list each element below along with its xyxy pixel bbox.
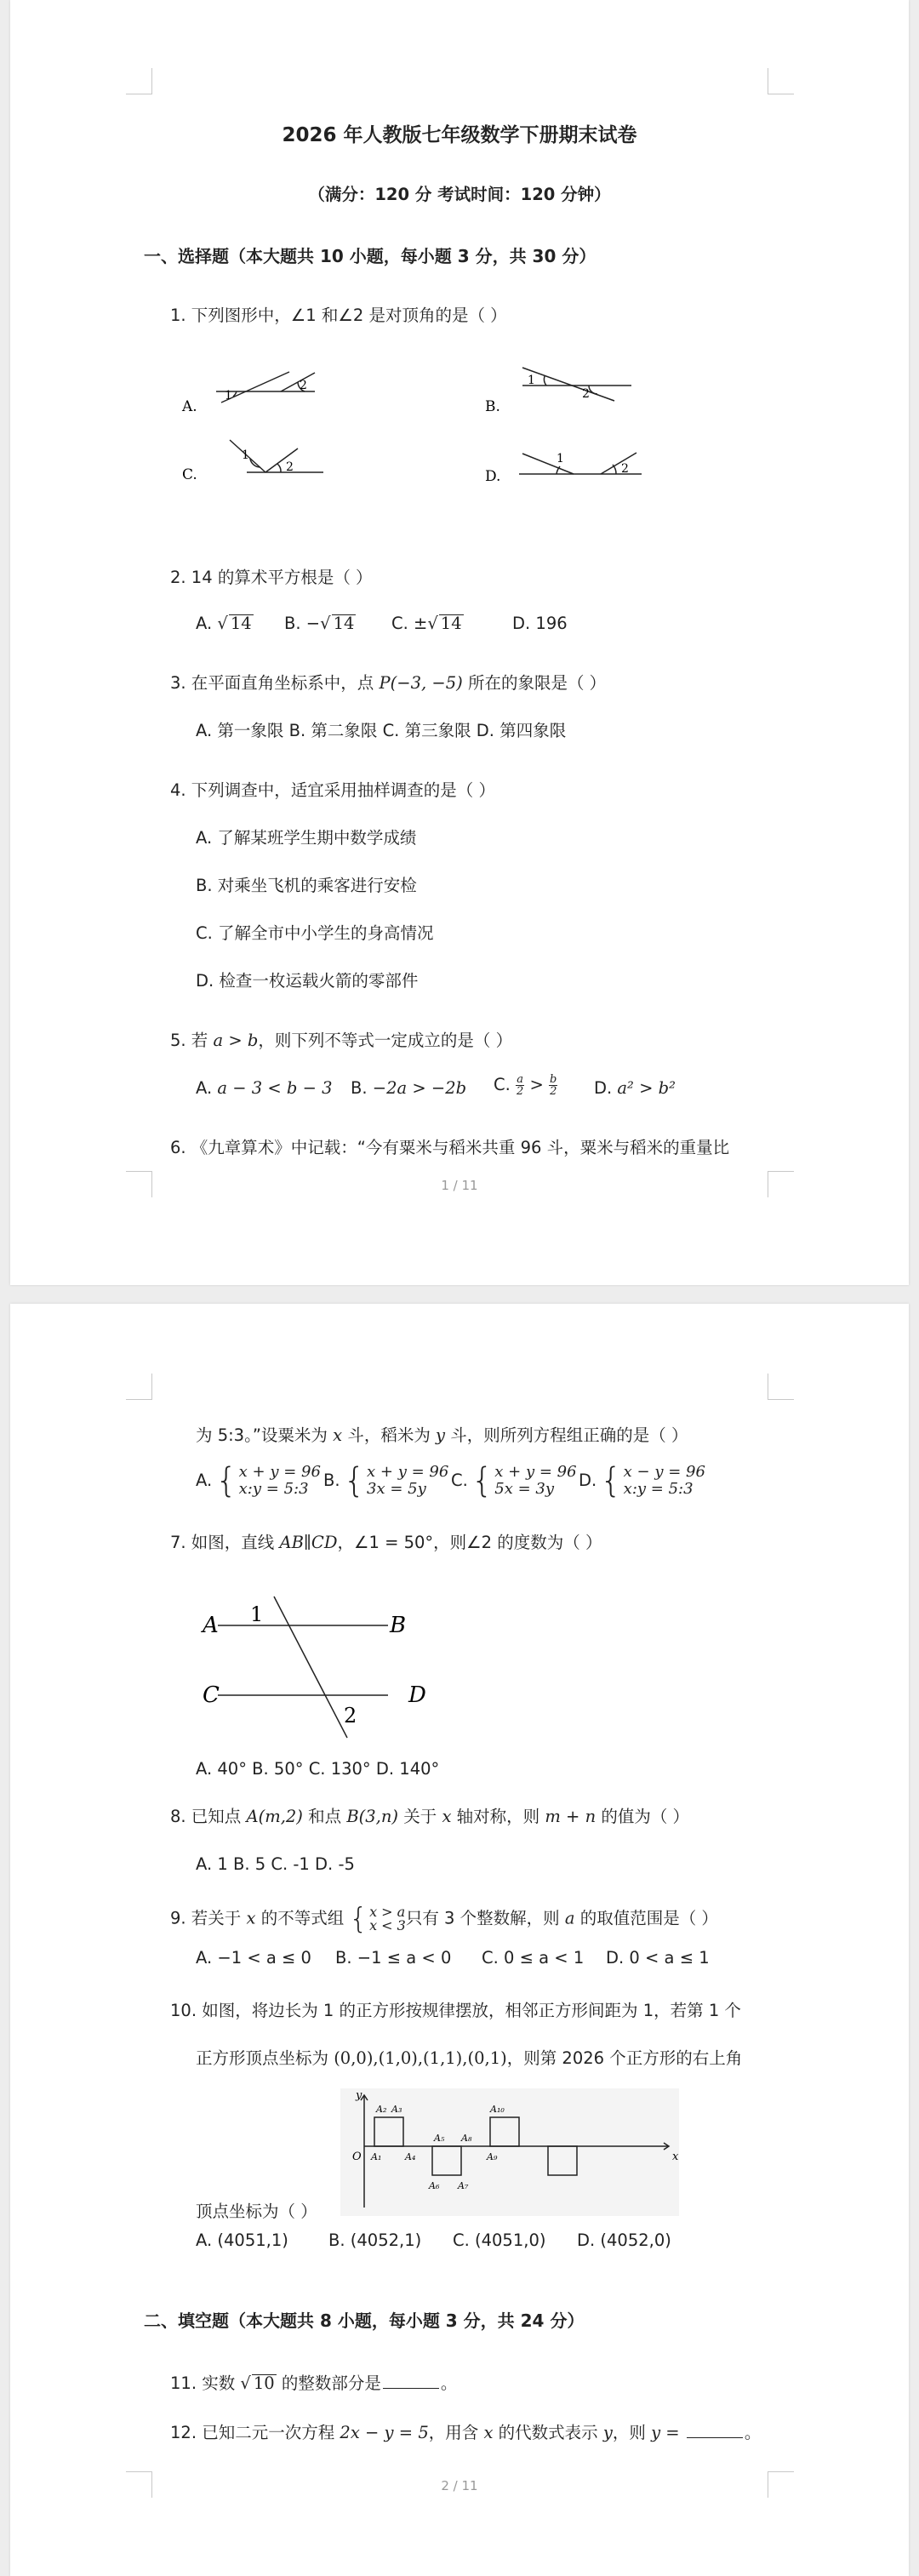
question-2-option-d: D. 196 (512, 614, 568, 633)
axis-label-x: x (672, 2150, 679, 2163)
point-label-a: A (203, 1613, 219, 1638)
question-6-option-d: D. { x − y = 96 x:y = 5:3 (579, 1461, 705, 1500)
question-6-option-a: A. { x + y = 96 x:y = 5:3 (196, 1461, 321, 1500)
question-2-option-a: A. √ 14 (196, 614, 252, 633)
question-6-stem-line-2: 为 5:3。”设粟米为 x 斗，稻米为 y 斗，则所列方程组正确的是（ ） (196, 1425, 688, 1445)
angle-label-2: 2 (582, 387, 590, 401)
angle-label-1: 1 (250, 1602, 264, 1626)
option-label-c: C. (182, 466, 197, 483)
point-label-c: C (203, 1682, 220, 1708)
exam-page-1 (10, 0, 909, 1285)
question-10-option-b: B. (4052,1) (328, 2230, 422, 2250)
angle-label-2: 2 (344, 1704, 357, 1728)
vertex-label: A₁ (371, 2151, 382, 2162)
question-9-option-a: A. −1 < a ≤ 0 (196, 1948, 311, 1968)
question-7-stem: 7. 如图，直线 AB∥CD，∠1 = 50°，则∠2 的度数为（ ） (170, 1533, 602, 1552)
angle-label-2: 2 (300, 379, 307, 392)
question-10-option-c: C. (4051,0) (453, 2230, 546, 2250)
question-8-options: A. 1 B. 5 C. -1 D. -5 (196, 1854, 355, 1874)
question-4-option-a: A. 了解某班学生期中数学成绩 (196, 828, 417, 848)
page-number-1: 1 / 11 (441, 1178, 478, 1193)
question-6-option-b: B. { x + y = 96 3x = 5y (323, 1461, 449, 1500)
question-10-figure (340, 2088, 679, 2216)
question-9-stem: 9. 若关于 x 的不等式组 { x > a x < 3 只有 3 个整数解，则 a 的取值范围是（ ） (170, 1902, 718, 1936)
question-8-stem: 8. 已知点 A(m,2) 和点 B(3,n) 关于 x 轴对称，则 m + n 的值为（ ） (170, 1807, 690, 1826)
crop-mark (126, 68, 152, 94)
figure-1b (522, 368, 631, 401)
vertex-label: A₅ (434, 2133, 445, 2144)
point-label-b: B (390, 1613, 407, 1638)
vertex-label: A₃ (391, 2104, 402, 2115)
question-1-figures (172, 353, 768, 498)
vertex-label: A₈ (461, 2133, 472, 2144)
angle-label-1: 1 (528, 374, 535, 387)
question-2-option-c: C. ±√ 14 (391, 614, 462, 633)
question-5-option-c: C. $\frac{a}{2}$ > $\frac{b}{2}$ (494, 1073, 557, 1098)
exam-page-2 (10, 1304, 909, 2576)
crop-mark (768, 1374, 794, 1400)
question-10-option-d: D. (4052,0) (577, 2230, 671, 2250)
question-4-option-b: B. 对乘坐飞机的乘客进行安检 (196, 876, 417, 895)
vertex-label: A₂ (376, 2104, 387, 2115)
question-4-option-d: D. 检查一枚运载火箭的零部件 (196, 971, 419, 991)
question-10-option-a: A. (4051,1) (196, 2230, 288, 2250)
question-12-stem: 12. 已知二元一次方程 2x − y = 5，用含 x 的代数式表示 y，则 y = 。 (170, 2423, 762, 2442)
crop-mark (768, 68, 794, 94)
section-title-choice: 一、选择题（本大题共 10 小题，每小题 3 分，共 30 分） (144, 246, 596, 266)
question-5-option-d: D. a² > b² (594, 1078, 676, 1098)
angle-label-1: 1 (242, 448, 249, 462)
question-5-option-a: A. a − 3 < b − 3 (196, 1078, 333, 1098)
question-6-option-c: C. { x + y = 96 5x = 3y (451, 1461, 577, 1500)
question-5-option-b: B. −2a > −2b (351, 1078, 467, 1098)
crop-mark (126, 1374, 152, 1400)
exam-subtitle: （满分：120 分 考试时间：120 分钟） (308, 185, 611, 204)
section-title-fill-in: 二、填空题（本大题共 8 小题，每小题 3 分，共 24 分） (144, 2310, 585, 2331)
page-number-2: 2 / 11 (441, 2478, 478, 2493)
question-9-option-d: D. 0 < a ≤ 1 (606, 1948, 710, 1968)
question-7-figure (196, 1574, 434, 1745)
point-label-d: D (408, 1682, 426, 1708)
vertex-label: A₄ (405, 2151, 416, 2162)
answer-blank[interactable] (687, 2422, 743, 2438)
question-3-stem: 3. 在平面直角坐标系中，点 P(−3, −5) 所在的象限是（ ） (170, 673, 607, 693)
question-9-option-b: B. −1 ≤ a < 0 (335, 1948, 452, 1968)
question-4-option-c: C. 了解全市中小学生的身高情况 (196, 923, 434, 943)
question-2-option-b: B. −√ 14 (284, 614, 355, 633)
question-4-stem: 4. 下列调查中，适宜采用抽样调查的是（ ） (170, 780, 496, 800)
question-3-options: A. 第一象限 B. 第二象限 C. 第三象限 D. 第四象限 (196, 721, 567, 740)
vertex-label: A₆ (429, 2180, 440, 2191)
angle-label-1: 1 (225, 389, 232, 403)
exam-title: 2026 年人教版七年级数学下册期末试卷 (282, 124, 637, 146)
axis-label-y: y (356, 2089, 362, 2102)
question-11-stem: 11. 实数 √ 10 的整数部分是 。 (170, 2373, 458, 2393)
vertex-label: A₉ (487, 2151, 498, 2162)
vertex-label: A₇ (458, 2180, 469, 2191)
vertex-label: A₁₀ (490, 2104, 505, 2115)
option-label-d: D. (485, 468, 501, 485)
option-label-b: B. (485, 398, 500, 415)
question-10-stem-line-2: 正方形顶点坐标为 (0,0),(1,0),(1,1),(0,1)，则第 2026 个正方形的右上角 (196, 2048, 743, 2068)
option-label-a: A. (182, 398, 197, 415)
question-9-option-c: C. 0 ≤ a < 1 (482, 1948, 585, 1968)
question-1-stem: 1. 下列图形中，∠1 和∠2 是对顶角的是（ ） (170, 306, 507, 325)
origin-label: O (352, 2150, 362, 2163)
question-7-options: A. 40° B. 50° C. 130° D. 140° (196, 1759, 440, 1779)
question-6-stem-line-1: 6. 《九章算术》中记载：“今有粟米与稻米共重 96 斗，粟米与稻米的重量比 (170, 1138, 730, 1157)
question-10-stem-line-1: 10. 如图，将边长为 1 的正方形按规律摆放，相邻正方形间距为 1，若第 1 个 (170, 2001, 741, 2020)
angle-label-2: 2 (286, 460, 294, 474)
angle-label-2: 2 (621, 462, 629, 476)
question-2-stem: 2. 14 的算术平方根是（ ） (170, 568, 373, 587)
angle-label-1: 1 (557, 452, 564, 466)
answer-blank[interactable] (383, 2373, 439, 2389)
question-10-stem-line-3: 顶点坐标为（ ） (196, 2202, 317, 2221)
question-5-stem: 5. 若 a > b，则下列不等式一定成立的是（ ） (170, 1031, 513, 1050)
